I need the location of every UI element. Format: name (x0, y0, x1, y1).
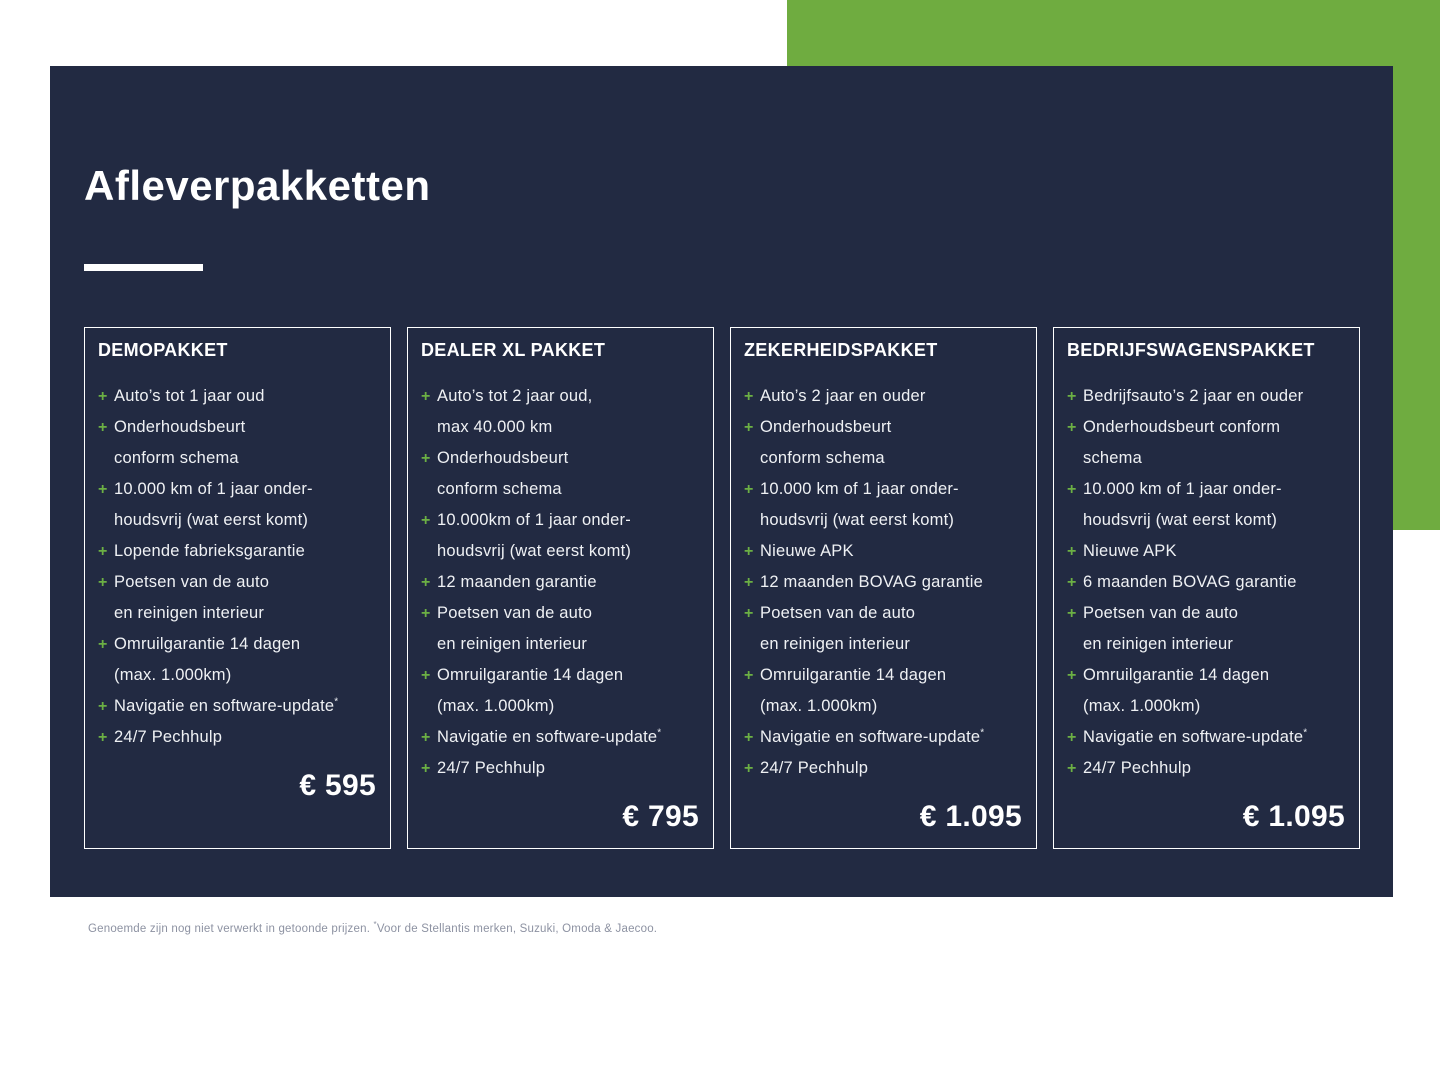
package-title: BEDRIJFSWAGENSPAKKET (1067, 340, 1315, 361)
feature-list (1067, 381, 1346, 784)
feature-text (437, 722, 661, 753)
feature-item (744, 722, 1023, 753)
feature-line: 10.000km of 1 jaar onder- (437, 510, 631, 529)
page-title: Afleverpakketten (84, 162, 431, 209)
feature-item (744, 474, 1023, 536)
feature-item (744, 753, 1023, 784)
feature-item (744, 567, 1023, 598)
feature-list (744, 381, 1023, 784)
plus-icon: + (1067, 728, 1077, 746)
plus-icon: + (744, 573, 754, 591)
feature-text (114, 381, 265, 412)
feature-line: 12 maanden garantie (437, 572, 597, 591)
plus-icon: + (744, 728, 754, 746)
feature-line: houdsvrij (wat eerst komt) (437, 541, 632, 560)
feature-line: Nieuwe APK (760, 541, 854, 560)
feature-line: en reinigen interieur (760, 634, 911, 653)
plus-icon: + (1067, 604, 1077, 622)
feature-item (744, 381, 1023, 412)
plus-icon: + (1067, 480, 1077, 498)
feature-text (1083, 753, 1191, 784)
package-card (407, 327, 714, 849)
package-title: DEMOPAKKET (98, 340, 228, 361)
plus-icon: + (744, 418, 754, 436)
feature-line: Omruilgarantie 14 dagen (1083, 665, 1270, 684)
package-card (730, 327, 1037, 849)
feature-text (114, 412, 245, 474)
feature-item (744, 536, 1023, 567)
packages-row (84, 327, 1360, 849)
feature-line: Onderhoudsbeurt (114, 417, 246, 436)
footnote (88, 920, 658, 935)
feature-item (98, 474, 377, 536)
feature-line: Lopende fabrieksgarantie (114, 541, 306, 560)
feature-item (98, 722, 377, 753)
feature-item (421, 505, 700, 567)
feature-item (1067, 753, 1346, 784)
feature-text (760, 412, 891, 474)
feature-item (1067, 722, 1346, 753)
feature-line: Omruilgarantie 14 dagen (437, 665, 624, 684)
feature-item (1067, 536, 1346, 567)
feature-line: 10.000 km of 1 jaar onder- (760, 479, 959, 498)
footnote-text-1: Genoemde zijn nog niet verwerkt in getoonde prijzen. (88, 923, 374, 935)
feature-text (760, 567, 983, 598)
feature-text (760, 722, 984, 753)
feature-text (760, 660, 946, 722)
feature-line: Navigatie en software-update* (114, 696, 339, 715)
plus-icon: + (98, 573, 108, 591)
plus-icon: + (421, 449, 431, 467)
feature-line: 10.000 km of 1 jaar onder- (114, 479, 313, 498)
feature-line: 12 maanden BOVAG garantie (760, 572, 983, 591)
package-card (84, 327, 391, 849)
feature-line: Navigatie en software-update* (1083, 727, 1308, 746)
feature-text (114, 691, 338, 722)
feature-text (760, 381, 926, 412)
feature-line: en reinigen interieur (437, 634, 588, 653)
feature-text (114, 629, 300, 691)
feature-item (421, 722, 700, 753)
feature-text (437, 598, 592, 660)
feature-text (437, 443, 568, 505)
feature-list (98, 381, 377, 753)
feature-line: (max. 1.000km) (1083, 696, 1201, 715)
feature-item (1067, 567, 1346, 598)
plus-icon: + (744, 604, 754, 622)
feature-line: (max. 1.000km) (114, 665, 232, 684)
plus-icon: + (421, 759, 431, 777)
content-panel (50, 66, 1393, 897)
feature-line: Poetsen van de auto (114, 572, 270, 591)
panel-content (50, 66, 1393, 849)
feature-text (114, 567, 269, 629)
feature-line: schema (1083, 448, 1142, 467)
feature-line: 24/7 Pechhulp (760, 758, 869, 777)
feature-item (421, 567, 700, 598)
plus-icon: + (421, 728, 431, 746)
asterisk-superscript: * (1303, 727, 1308, 739)
feature-line: Onderhoudsbeurt (437, 448, 569, 467)
feature-line: max 40.000 km (437, 417, 553, 436)
feature-line: Bedrijfsauto’s 2 jaar en ouder (1083, 386, 1304, 405)
feature-text (437, 505, 631, 567)
feature-line: (max. 1.000km) (437, 696, 555, 715)
feature-item (1067, 598, 1346, 660)
feature-text (1083, 598, 1238, 660)
feature-line: houdsvrij (wat eerst komt) (1083, 510, 1278, 529)
plus-icon: + (1067, 387, 1077, 405)
feature-text (114, 474, 313, 536)
feature-line: 10.000 km of 1 jaar onder- (1083, 479, 1282, 498)
feature-text (760, 474, 959, 536)
feature-item (744, 412, 1023, 474)
feature-item (421, 753, 700, 784)
plus-icon: + (421, 604, 431, 622)
feature-text (437, 660, 623, 722)
feature-item (421, 381, 700, 443)
feature-line: Poetsen van de auto (437, 603, 593, 622)
feature-text (760, 536, 854, 567)
feature-line: en reinigen interieur (1083, 634, 1234, 653)
feature-line: Omruilgarantie 14 dagen (760, 665, 947, 684)
asterisk-superscript: * (334, 696, 339, 708)
feature-line: en reinigen interieur (114, 603, 265, 622)
plus-icon: + (1067, 542, 1077, 560)
feature-item (1067, 660, 1346, 722)
feature-line: Omruilgarantie 14 dagen (114, 634, 301, 653)
plus-icon: + (98, 387, 108, 405)
feature-line: Navigatie en software-update* (760, 727, 985, 746)
feature-line: Nieuwe APK (1083, 541, 1177, 560)
feature-line: Auto’s tot 2 jaar oud, (437, 386, 593, 405)
feature-item (98, 536, 377, 567)
feature-line: Auto’s 2 jaar en ouder (760, 386, 926, 405)
plus-icon: + (98, 480, 108, 498)
feature-text (1083, 722, 1307, 753)
feature-item (98, 381, 377, 412)
feature-text (1083, 381, 1303, 412)
package-card (1053, 327, 1360, 849)
plus-icon: + (1067, 573, 1077, 591)
feature-text (114, 536, 305, 567)
feature-item (1067, 474, 1346, 536)
feature-item (98, 567, 377, 629)
package-title: ZEKERHEIDSPAKKET (744, 340, 938, 361)
package-price: € 1.095 (919, 799, 1022, 833)
feature-line: 6 maanden BOVAG garantie (1083, 572, 1297, 591)
feature-text (1083, 567, 1297, 598)
feature-text (437, 381, 592, 443)
feature-item (1067, 412, 1346, 474)
feature-text (1083, 412, 1280, 474)
package-title: DEALER XL PAKKET (421, 340, 606, 361)
feature-text (760, 598, 915, 660)
asterisk-superscript: * (657, 727, 662, 739)
feature-line: 24/7 Pechhulp (114, 727, 223, 746)
feature-line: Auto’s tot 1 jaar oud (114, 386, 265, 405)
plus-icon: + (1067, 759, 1077, 777)
feature-item (98, 412, 377, 474)
feature-line: Poetsen van de auto (1083, 603, 1239, 622)
feature-line: 24/7 Pechhulp (1083, 758, 1192, 777)
asterisk-superscript: * (980, 727, 985, 739)
feature-text (1083, 474, 1282, 536)
plus-icon: + (744, 480, 754, 498)
feature-line: 24/7 Pechhulp (437, 758, 546, 777)
feature-line: (max. 1.000km) (760, 696, 878, 715)
plus-icon: + (421, 573, 431, 591)
feature-line: Navigatie en software-update* (437, 727, 662, 746)
footnote-asterisk: * (373, 920, 377, 930)
feature-item (744, 660, 1023, 722)
feature-line: houdsvrij (wat eerst komt) (760, 510, 955, 529)
feature-item (421, 443, 700, 505)
feature-item (421, 660, 700, 722)
plus-icon: + (744, 666, 754, 684)
feature-text (1083, 660, 1269, 722)
plus-icon: + (98, 697, 108, 715)
plus-icon: + (98, 635, 108, 653)
plus-icon: + (98, 542, 108, 560)
plus-icon: + (744, 387, 754, 405)
plus-icon: + (744, 542, 754, 560)
feature-line: Onderhoudsbeurt conform (1083, 417, 1281, 436)
plus-icon: + (421, 387, 431, 405)
feature-line: conform schema (760, 448, 885, 467)
plus-icon: + (98, 728, 108, 746)
package-price: € 595 (299, 768, 376, 802)
plus-icon: + (421, 666, 431, 684)
feature-list (421, 381, 700, 784)
feature-item (421, 598, 700, 660)
plus-icon: + (1067, 666, 1077, 684)
feature-line: houdsvrij (wat eerst komt) (114, 510, 309, 529)
package-price: € 1.095 (1242, 799, 1345, 833)
plus-icon: + (98, 418, 108, 436)
feature-item (98, 629, 377, 691)
plus-icon: + (1067, 418, 1077, 436)
feature-text (760, 753, 868, 784)
feature-text (437, 753, 545, 784)
title-underline (84, 264, 203, 271)
feature-item (98, 691, 377, 722)
footnote-text-2: Voor de Stellantis merken, Suzuki, Omoda & Jaecoo. (376, 923, 658, 935)
package-price: € 795 (622, 799, 699, 833)
feature-line: Poetsen van de auto (760, 603, 916, 622)
feature-item (744, 598, 1023, 660)
feature-text (1083, 536, 1177, 567)
feature-line: conform schema (437, 479, 562, 498)
feature-text (114, 722, 222, 753)
feature-line: Onderhoudsbeurt (760, 417, 892, 436)
feature-line: conform schema (114, 448, 239, 467)
feature-text (437, 567, 597, 598)
feature-item (1067, 381, 1346, 412)
plus-icon: + (421, 511, 431, 529)
plus-icon: + (744, 759, 754, 777)
